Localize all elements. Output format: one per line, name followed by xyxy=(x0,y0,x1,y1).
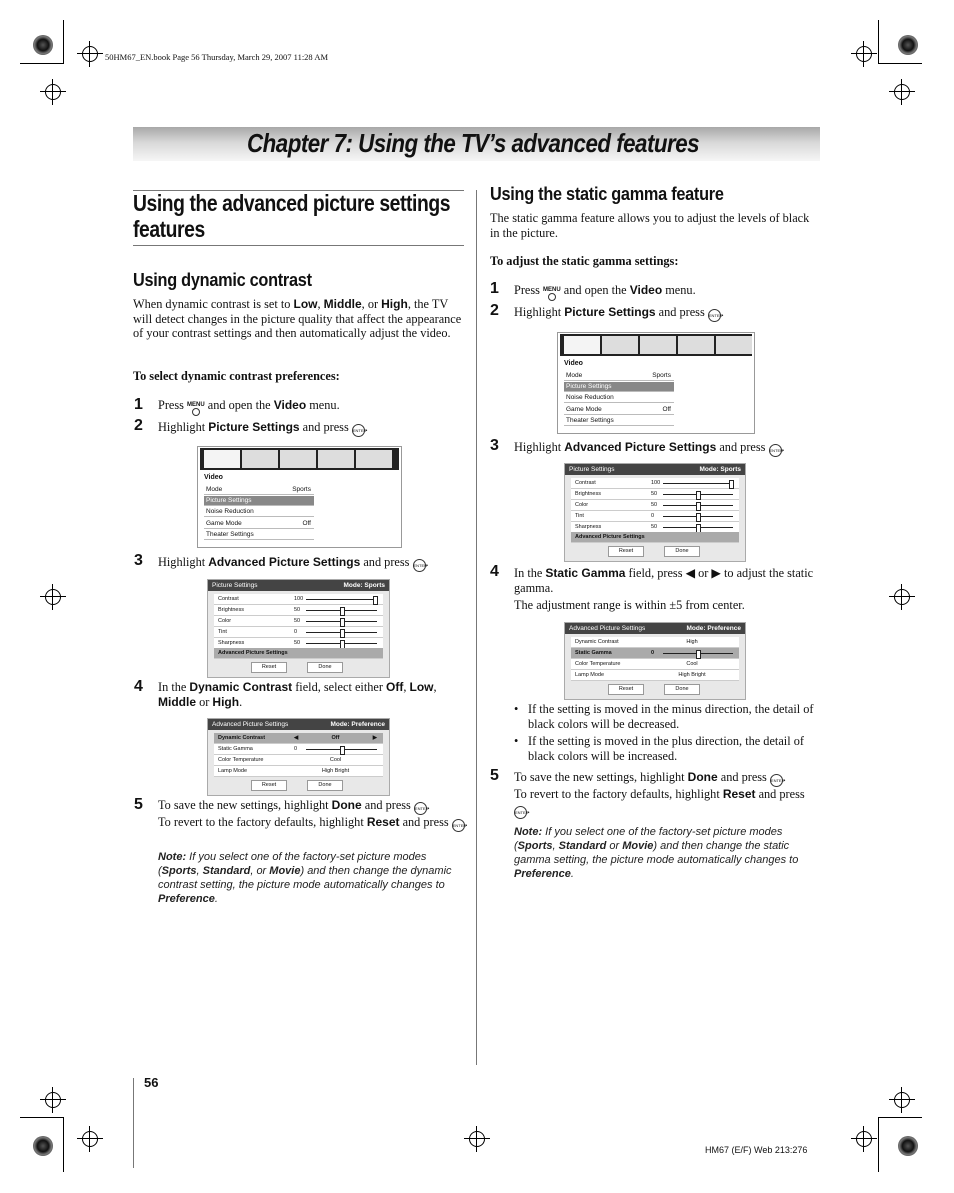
step-1-text: Press MENU and open the Video menu. xyxy=(514,283,696,301)
audio-icon xyxy=(242,450,278,468)
step-number: 2 xyxy=(134,417,143,434)
step-number: 1 xyxy=(490,280,499,297)
setting-row: Color Temperature Cool xyxy=(214,755,383,766)
menu-key-icon: MENU xyxy=(187,402,205,416)
video-icon xyxy=(204,450,240,468)
crosshair-icon xyxy=(82,46,98,62)
setting-row: Tint 0 xyxy=(214,627,383,638)
setting-row: Sharpness 50 xyxy=(571,522,739,533)
setting-row: Tint 0 xyxy=(571,511,739,522)
reset-button: Reset xyxy=(251,780,287,791)
setting-row: Brightness 50 xyxy=(571,489,739,500)
setting-row: Dynamic Contrast ◀ Off ▶ xyxy=(214,733,383,744)
setting-row: Lamp Mode High Bright xyxy=(214,766,383,777)
audio-icon xyxy=(602,336,638,354)
picture-settings-screenshot: Picture Settings Mode: Sports Contrast 100 Brightness 50 Color 50 Tint 0 Sharpness 50 Advanced Picture Settings Reset Done xyxy=(207,579,390,678)
crosshair-icon xyxy=(894,589,910,605)
reset-button: Reset xyxy=(608,546,644,557)
registration-disc-icon xyxy=(33,35,53,55)
crosshair-icon xyxy=(45,589,61,605)
bullet-plus: • If the setting is moved in the plus direction, the detail of black colors will be increased. xyxy=(514,734,804,763)
setting-row: Sharpness 50 xyxy=(214,638,383,649)
reset-button: Reset xyxy=(608,684,644,695)
enter-key-icon: ENTER xyxy=(414,802,427,815)
step-number: 4 xyxy=(490,563,499,580)
menu-row: Picture Settings xyxy=(204,496,314,506)
section-title: Using the advanced picture settings features xyxy=(133,190,451,242)
setting-row: Static Gamma 0 xyxy=(214,744,383,755)
bullet-minus: • If the setting is moved in the minus direction, the detail of black colors will be decreased. xyxy=(514,702,814,731)
crop-mark xyxy=(878,63,922,64)
crop-mark xyxy=(20,1117,64,1118)
preferences-icon xyxy=(640,336,676,354)
footer-rule xyxy=(133,1078,134,1168)
menu-title: Video xyxy=(564,360,583,367)
step-number: 3 xyxy=(134,552,143,569)
enter-key-icon: ENTER xyxy=(769,444,782,457)
done-button: Done xyxy=(307,780,343,791)
page-number: 56 xyxy=(144,1075,159,1090)
setting-row: Color 50 xyxy=(214,616,383,627)
footer-code: HM67 (E/F) Web 213:276 xyxy=(705,1145,808,1155)
enter-key-icon: ENTER xyxy=(514,806,527,819)
crosshair-icon xyxy=(856,1131,872,1147)
section-rule-bottom xyxy=(133,245,464,246)
step-1-text: Press MENU and open the Video menu. xyxy=(158,398,340,416)
enter-key-icon: ENTER xyxy=(770,774,783,787)
video-menu-screenshot xyxy=(197,446,402,548)
subsection-title-dynamic-contrast: Using dynamic contrast xyxy=(133,269,312,290)
menu-row: Mode Sports xyxy=(204,485,314,495)
subsection-title-static-gamma: Using the static gamma feature xyxy=(490,183,724,204)
step-5-text: To save the new settings, highlight Done and press ENTER. To revert to the factory defaults, highlight Reset and press ENTER. xyxy=(514,770,814,819)
menu-row: Theater Settings xyxy=(564,416,674,426)
crosshair-icon xyxy=(45,1092,61,1108)
menu-key-icon: MENU xyxy=(543,287,561,301)
note-static-gamma: Note: If you select one of the factory-set picture modes (Sports, Standard or Movie) and then change the static gamma setting, the picture mode automatically changes to Preference. xyxy=(514,826,799,880)
crosshair-icon xyxy=(45,84,61,100)
menu-row: Game Mode Off xyxy=(564,405,674,415)
advanced-settings-screenshot: Advanced Picture Settings Mode: Preference Dynamic Contrast ◀ Off ▶ Static Gamma 0 Color Temperature Cool Lamp Mode High Bright Reset Done xyxy=(207,718,390,796)
registration-disc-icon xyxy=(898,1136,918,1156)
setup-gear-icon xyxy=(356,450,392,468)
book-info: 50HM67_EN.book Page 56 Thursday, March 29, 2007 11:28 AM xyxy=(105,52,329,62)
advanced-settings-screenshot: Advanced Picture Settings Mode: Preference Dynamic Contrast High Static Gamma 0 Color Temperature Cool Lamp Mode High Bright Reset Done xyxy=(564,622,746,700)
step-2-text: Highlight Picture Settings and press ENTER. xyxy=(514,305,724,322)
menu-row: Mode Sports xyxy=(564,371,674,381)
setting-row: Contrast 100 xyxy=(571,478,739,489)
step-4-text: In the Dynamic Contrast field, select either Off, Low, Middle or High. xyxy=(158,680,437,709)
menu-title: Video xyxy=(204,474,223,481)
menu-row: Noise Reduction xyxy=(564,393,674,403)
crosshair-icon xyxy=(469,1131,485,1147)
step-number: 1 xyxy=(134,396,143,413)
enter-key-icon: ENTER xyxy=(352,424,365,437)
enter-key-icon: ENTER xyxy=(452,819,465,832)
setting-row: Contrast 100 xyxy=(214,594,383,605)
step-2-text: Highlight Picture Settings and press ENTER. xyxy=(158,420,368,437)
crosshair-icon xyxy=(894,84,910,100)
menu-row: Noise Reduction xyxy=(204,507,314,517)
menu-icon-bar xyxy=(200,448,399,470)
registration-disc-icon xyxy=(33,1136,53,1156)
step-number: 3 xyxy=(490,437,499,454)
step-number: 2 xyxy=(490,302,499,319)
setting-row: Advanced Picture Settings xyxy=(214,648,383,659)
crosshair-icon xyxy=(82,1131,98,1147)
menu-icon-bar xyxy=(560,334,752,356)
picture-settings-screenshot: Picture Settings Mode: Sports Contrast 100 Brightness 50 Color 50 Tint 0 Sharpness 50 Advanced Picture Settings Reset Done xyxy=(564,463,746,562)
setting-row: Color 50 xyxy=(571,500,739,511)
crop-mark xyxy=(63,20,64,64)
video-icon xyxy=(564,336,600,354)
intro-paragraph: When dynamic contrast is set to Low, Middle, or High, the TV will detect changes in the picture quality that affect the appearance of your contrast settings and then automatically adjust the video. xyxy=(133,297,462,341)
menu-row: Game Mode Off xyxy=(204,519,314,529)
done-button: Done xyxy=(664,684,700,695)
adjustment-range-text: The adjustment range is within ±5 from center. xyxy=(514,598,745,612)
step-4-text: In the Static Gamma field, press ◀ or ▶ to adjust the static gamma. xyxy=(514,566,814,595)
crop-mark xyxy=(878,1117,922,1118)
setting-row: Advanced Picture Settings xyxy=(571,532,739,543)
preferences-icon xyxy=(280,450,316,468)
enter-key-icon: ENTER xyxy=(413,559,426,572)
crosshair-icon xyxy=(856,46,872,62)
crop-mark xyxy=(63,1117,64,1172)
crop-mark xyxy=(20,63,64,64)
step-3-text: Highlight Advanced Picture Settings and press ENTER. xyxy=(158,555,429,572)
step-5-text: To save the new settings, highlight Done and press ENTER. To revert to the factory defaults, highlight Reset and press ENTER. xyxy=(158,798,468,832)
enter-key-icon: ENTER xyxy=(708,309,721,322)
setup-gear-icon xyxy=(716,336,752,354)
reset-button: Reset xyxy=(251,662,287,673)
setting-row: Color Temperature Cool xyxy=(571,659,739,670)
crop-mark xyxy=(878,20,879,64)
step-number: 5 xyxy=(490,767,499,784)
menu-row: Picture Settings xyxy=(564,382,674,392)
setting-row: Lamp Mode High Bright xyxy=(571,670,739,681)
chapter-banner xyxy=(133,127,820,161)
done-button: Done xyxy=(664,546,700,557)
note-dynamic-contrast: Note: If you select one of the factory-set picture modes (Sports, Standard, or Movie) and then change the dynamic contrast setting, the picture mode automatically changes to Preference. xyxy=(158,851,452,905)
lock-icon xyxy=(678,336,714,354)
procedure-title: To select dynamic contrast preferences: xyxy=(133,369,340,383)
step-number: 5 xyxy=(134,796,143,813)
setting-row: Dynamic Contrast High xyxy=(571,637,739,648)
procedure-title: To adjust the static gamma settings: xyxy=(490,254,679,268)
done-button: Done xyxy=(307,662,343,673)
step-number: 4 xyxy=(134,678,143,695)
lock-icon xyxy=(318,450,354,468)
setting-row: Brightness 50 xyxy=(214,605,383,616)
step-3-text: Highlight Advanced Picture Settings and press ENTER. xyxy=(514,440,785,457)
menu-row: Theater Settings xyxy=(204,530,314,540)
setting-row: Static Gamma 0 xyxy=(571,648,739,659)
chapter-title: Chapter 7: Using the TV’s advanced features xyxy=(247,128,700,158)
static-gamma-intro: The static gamma feature allows you to adjust the levels of black in the picture. xyxy=(490,211,810,240)
registration-disc-icon xyxy=(898,35,918,55)
crosshair-icon xyxy=(894,1092,910,1108)
video-menu-screenshot xyxy=(557,332,755,434)
crop-mark xyxy=(878,1117,879,1172)
column-divider xyxy=(476,190,477,1065)
